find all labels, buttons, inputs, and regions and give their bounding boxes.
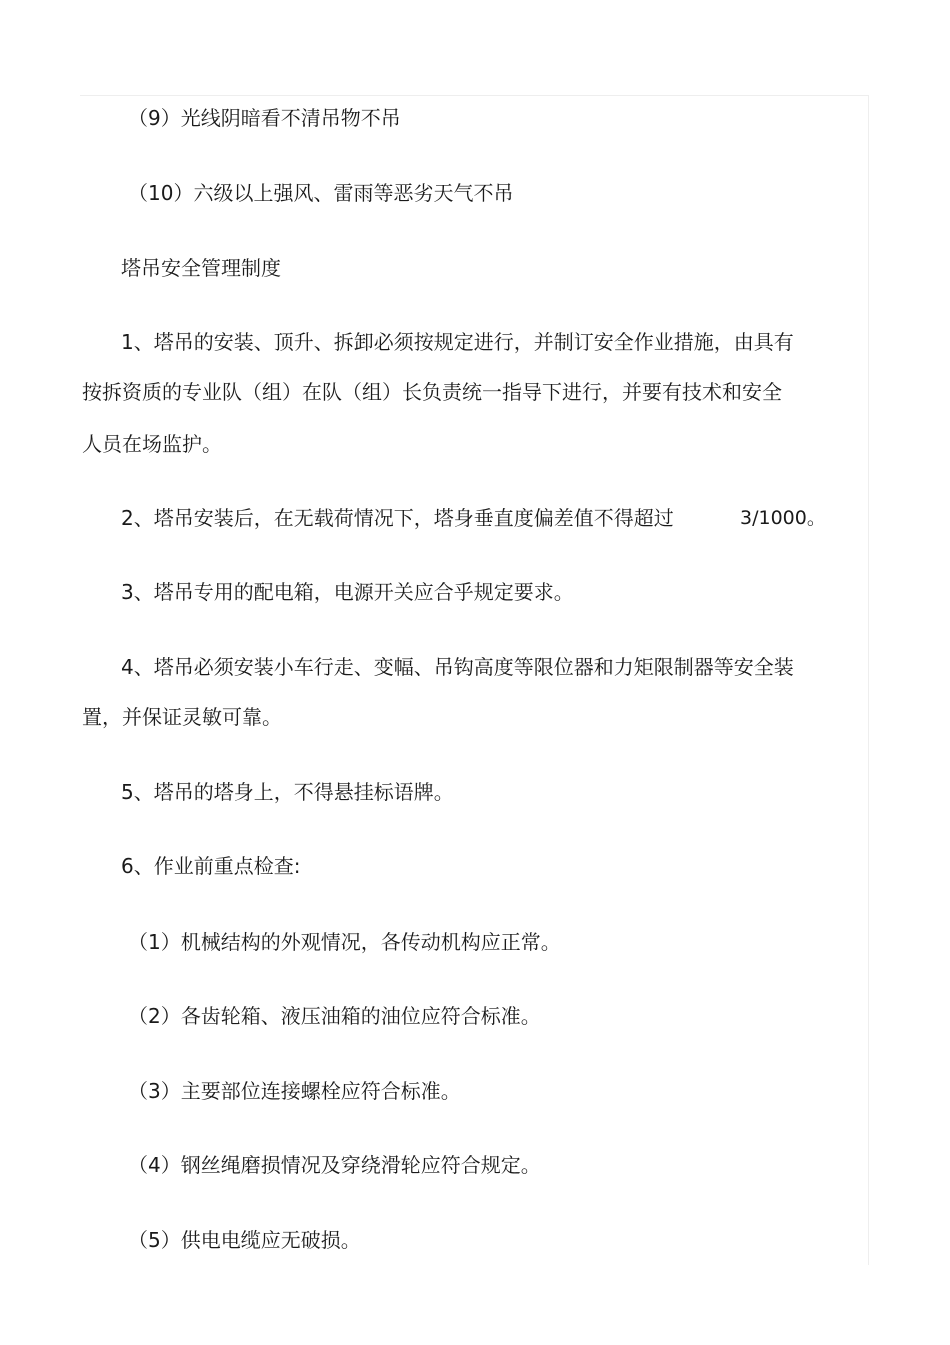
paragraph-5: 5、塔吊的塔身上，不得悬挂标语牌。 <box>121 780 454 804</box>
paragraph-1-line-3: 人员在场监护。 <box>82 432 222 456</box>
section-heading: 塔吊安全管理制度 <box>121 256 281 280</box>
paragraph-4-line-1: 4、塔吊必须安装小车行走、变幅、吊钩高度等限位器和力矩限制器等安全装 <box>121 655 794 679</box>
paragraph-2-value: 3/1000。 <box>740 507 826 529</box>
check-item-5: （5）供电电缆应无破损。 <box>128 1228 361 1252</box>
check-item-2: （2）各齿轮箱、液压油箱的油位应符合标准。 <box>128 1004 541 1028</box>
paragraph-4-line-2: 置，并保证灵敏可靠。 <box>82 705 282 729</box>
paragraph-3: 3、塔吊专用的配电箱，电源开关应合乎规定要求。 <box>121 580 574 604</box>
paragraph-6: 6、作业前重点检查: <box>121 854 301 878</box>
paragraph-1-line-2: 按拆资质的专业队（组）在队（组）长负责统一指导下进行，并要有技术和安全 <box>82 380 782 404</box>
text-line-item-10: （10）六级以上强风、雷雨等恶劣天气不吊 <box>128 181 514 205</box>
check-item-1: （1）机械结构的外观情况，各传动机构应正常。 <box>128 930 561 954</box>
paragraph-2: 2、塔吊安装后，在无载荷情况下，塔身垂直度偏差值不得超过 <box>121 506 674 530</box>
check-item-3: （3）主要部位连接螺栓应符合标准。 <box>128 1079 461 1103</box>
paragraph-1-line-1: 1、塔吊的安装、顶升、拆卸必须按规定进行，并制订安全作业措施，由具有 <box>121 330 794 354</box>
text-line-item-9: （9）光线阴暗看不清吊物不吊 <box>128 106 401 130</box>
check-item-4: （4）钢丝绳磨损情况及穿绕滑轮应符合规定。 <box>128 1153 541 1177</box>
